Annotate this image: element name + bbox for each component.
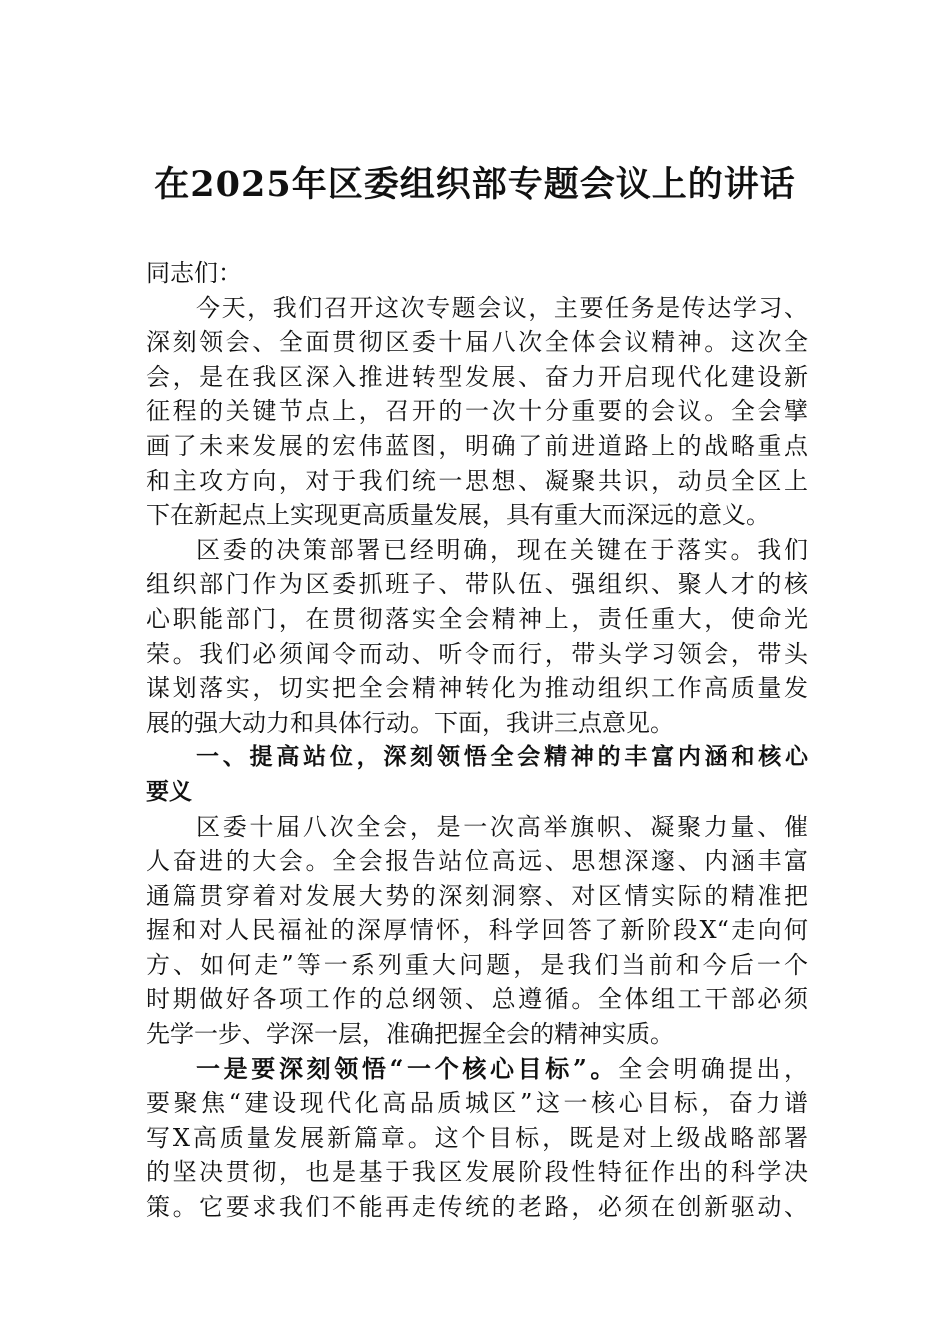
paragraph-line: 深刻领会、全面贯彻区委十届八次全体会议精神。这次全 <box>146 328 808 357</box>
paragraph-line: 征程的关键节点上，召开的一次十分重要的会议。全会擘 <box>146 397 808 426</box>
paragraph-line: 要聚焦“建设现代化高品质城区”这一核心目标，奋力谱 <box>146 1089 808 1118</box>
salutation-line: 同志们： <box>146 259 242 287</box>
paragraph-line: 的坚决贯彻，也是基于我区发展阶段性特征作出的科学决 <box>146 1158 808 1187</box>
section-heading-line: 要义 <box>146 778 192 805</box>
paragraph-line: 先学一步、学深一层，准确把握全会的精神实质。 <box>146 1020 674 1049</box>
paragraph-line: 方、如何走”等一系列重大问题，是我们当前和今后一个 <box>146 950 808 979</box>
paragraph-line: 组织部门作为区委抓班子、带队伍、强组织、聚人才的核 <box>146 570 808 599</box>
paragraph-line: 人奋进的大会。全会报告站位高远、思想深邃、内涵丰富 <box>146 847 808 876</box>
paragraph-line: 策。它要求我们不能再走传统的老路，必须在创新驱动、 <box>146 1193 808 1222</box>
paragraph-line-rest: 全会明确提出， <box>618 1054 808 1083</box>
paragraph-line: 写X高质量发展新篇章。这个目标，既是对上级战略部署 <box>146 1123 808 1152</box>
paragraph-line: 区委十届八次全会，是一次高举旗帜、凝聚力量、催 <box>196 812 808 841</box>
paragraph-line: 今天，我们召开这次专题会议，主要任务是传达学习、 <box>196 293 808 322</box>
paragraph-line: 谋划落实，切实把全会精神转化为推动组织工作高质量发 <box>146 674 808 703</box>
paragraph-line: 会，是在我区深入推进转型发展、奋力开启现代化建设新 <box>146 362 808 391</box>
paragraph-line: 和主攻方向，对于我们统一思想、凝聚共识，动员全区上 <box>146 466 808 495</box>
paragraph-line: 心职能部门，在贯彻落实全会精神上，责任重大，使命光 <box>146 604 808 633</box>
document-title: 在2025年区委组织部专题会议上的讲话 <box>154 164 796 205</box>
paragraph-line: 画了未来发展的宏伟蓝图，明确了前进道路上的战略重点 <box>146 431 808 460</box>
paragraph-line: 通篇贯穿着对发展大势的深刻洞察、对区情实际的精准把 <box>146 881 808 910</box>
document-body <box>146 256 808 1225</box>
paragraph-line: 下在新起点上实现更高质量发展，具有重大而深远的意义。 <box>146 501 770 530</box>
section-heading-line: 一、提高站位，深刻领悟全会精神的丰富内涵和核心 <box>196 744 808 771</box>
paragraph-line: 握和对人民福祉的深厚情怀，科学回答了新阶段X“走向何 <box>146 916 808 945</box>
paragraph-line: 区委的决策部署已经明确，现在关键在于落实。我们 <box>196 535 808 564</box>
paragraph-line: 时期做好各项工作的总纲领、总遵循。全体组工干部必须 <box>146 985 808 1014</box>
paragraph-line: 荣。我们必须闻令而动、听令而行，带头学习领会，带头 <box>146 639 808 668</box>
paragraph-line <box>146 1052 808 1087</box>
paragraph-line: 展的强大动力和具体行动。下面，我讲三点意见。 <box>146 708 674 737</box>
paragraph-lead-phrase: 一是要深刻领悟“一个核心目标”。 <box>196 1053 619 1083</box>
